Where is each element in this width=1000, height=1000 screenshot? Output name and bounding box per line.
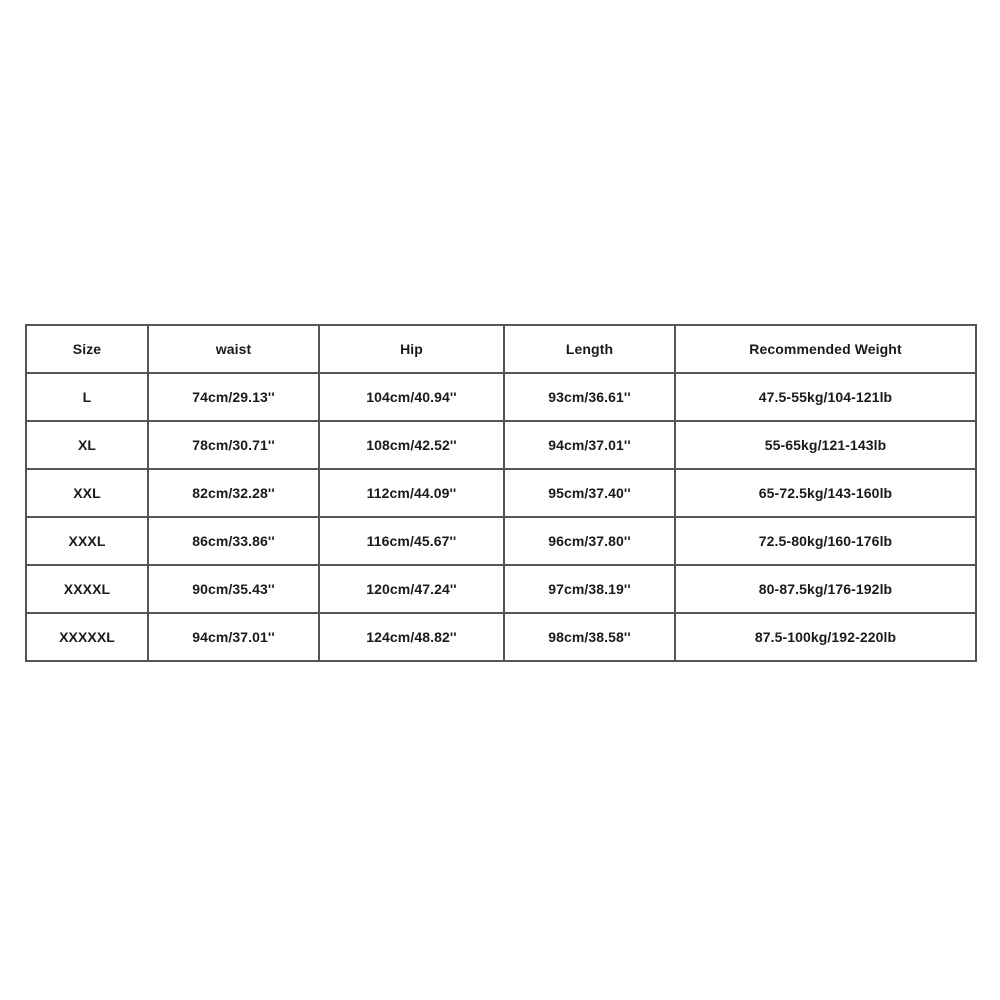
table-row [26, 469, 976, 517]
cell-waist: 74cm/29.13'' [148, 373, 319, 421]
header-waist: waist [148, 325, 319, 373]
header-size: Size [26, 325, 148, 373]
table-row [26, 517, 976, 565]
table-row [26, 613, 976, 661]
header-row [26, 325, 976, 373]
cell-waist: 78cm/30.71'' [148, 421, 319, 469]
cell-length: 96cm/37.80'' [504, 517, 675, 565]
cell-length: 94cm/37.01'' [504, 421, 675, 469]
header-recommended-weight: Recommended Weight [675, 325, 976, 373]
table-body [26, 373, 976, 661]
table-header [26, 325, 976, 373]
cell-hip: 116cm/45.67'' [319, 517, 504, 565]
table-row [26, 421, 976, 469]
header-length: Length [504, 325, 675, 373]
cell-size: XL [26, 421, 148, 469]
cell-waist: 94cm/37.01'' [148, 613, 319, 661]
cell-weight: 72.5-80kg/160-176lb [675, 517, 976, 565]
cell-weight: 65-72.5kg/143-160lb [675, 469, 976, 517]
header-hip: Hip [319, 325, 504, 373]
cell-weight: 80-87.5kg/176-192lb [675, 565, 976, 613]
cell-length: 98cm/38.58'' [504, 613, 675, 661]
cell-length: 95cm/37.40'' [504, 469, 675, 517]
size-chart-table [25, 324, 977, 662]
cell-weight: 47.5-55kg/104-121lb [675, 373, 976, 421]
cell-hip: 120cm/47.24'' [319, 565, 504, 613]
cell-length: 97cm/38.19'' [504, 565, 675, 613]
cell-size: XXL [26, 469, 148, 517]
table-row [26, 373, 976, 421]
cell-length: 93cm/36.61'' [504, 373, 675, 421]
cell-waist: 90cm/35.43'' [148, 565, 319, 613]
table-row [26, 565, 976, 613]
cell-weight: 55-65kg/121-143lb [675, 421, 976, 469]
cell-waist: 82cm/32.28'' [148, 469, 319, 517]
cell-size: L [26, 373, 148, 421]
cell-size: XXXXXL [26, 613, 148, 661]
cell-hip: 112cm/44.09'' [319, 469, 504, 517]
cell-hip: 108cm/42.52'' [319, 421, 504, 469]
cell-hip: 124cm/48.82'' [319, 613, 504, 661]
cell-waist: 86cm/33.86'' [148, 517, 319, 565]
cell-size: XXXXL [26, 565, 148, 613]
cell-weight: 87.5-100kg/192-220lb [675, 613, 976, 661]
cell-hip: 104cm/40.94'' [319, 373, 504, 421]
cell-size: XXXL [26, 517, 148, 565]
